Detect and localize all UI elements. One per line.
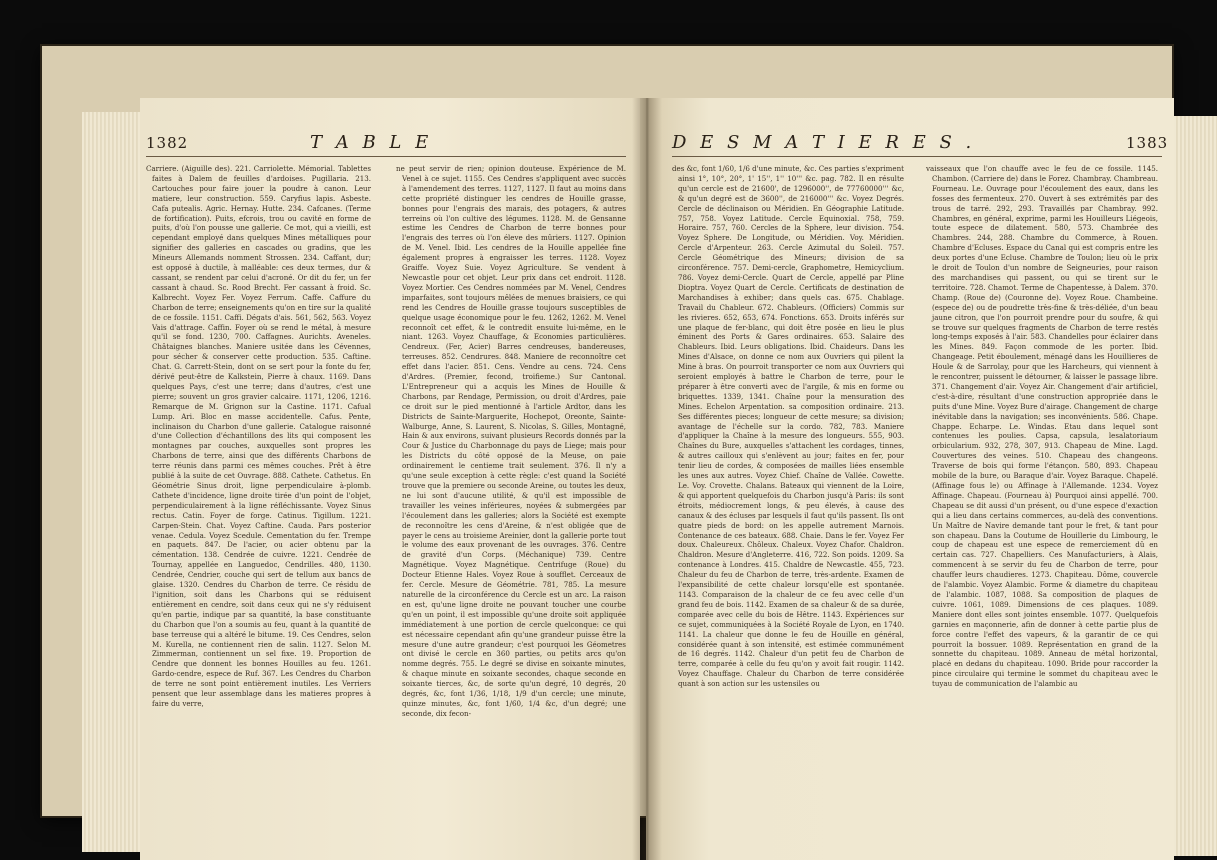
running-head-left: T A B L E <box>310 132 433 153</box>
index-text: vaisseaux que l'on chauffe avec le feu de ce fossile. 1145. Chambon. (Carriere de) dans le Forez. Chambray. Chambreau. Fourneau. Le. Ouvrage pour l'écoulement des eaux, dans les fosses des fermenteux. 270. Ouvert à ses extrémités par des trous de tarré. 292, 293. Travaillés par Chambray. 992. Chambres, en général, exprime, parmi les Houilleurs Liégeois, toute espece de dilatement. 580, 573. Chambrée des Chambres. 244, 288. Chambre du Commerce, à Rouen. Chambre d'Ecluses. Espace du Canal qui est compris entre les deux portes d'une Ecluse. Chambre de Toulon; lieu où le prix le droit de Toulon d'un nombre de Seigneuries, pour raison des marchandises qui passent, ou qui se tirent sur le territoire. 728. Chamot. Terme de Chapentesse, à Dalem. 370. Champ. (Roue de) (Couronne de). Voyez Roue. Chambeine. (espece de) ou de poudrette très-fine & très-déliée, d'un beau jaune citron, que l'on pourroit prendre pour du soufre, & qui se trouve sur quelques fragments de Charbon de terre restés long-temps exposés à l'air. 583. Chandelles pour éclairer dans les Mines. 849. Façon commode de les porter. Ibid. Changeage. Petit éboulement, ménagé dans les Houillieres de Houle & de Sarrolay, pour que les Harcheurs, qui viennent à le rencontrer, puissent le détourner, & laisser le passage libre. 371. Changement d'air. Voyez Air. Changement d'air artificiel, c'est-à-dire, résultant d'une construction appropriée dans le puits d'une Mine. Voyez Bure d'airage. Changement de charge inévitable dans la navigation; ses inconvénients. 586. Chape. Chappe. Echarpe. Le. Windas. Etau dans lequel sont contenues les poulies. Capsa, capsula, lesalatoriaum orbicularium. 932, 278, 307, 913. Chapeau de Mine. Lagd. Couvertures des veines. 510. Chapeau des changeons. Traverse de bois qui forme l'étançon. 580, 893. Chapeau mobile de la bure, ou Baraque d'air. Voyez Baraque. Chapelé. (Affinage fous le) ou Affinage à l'Allemande. 1234. Voyez Affinage. Chapeau. (Fourneau à) Pourquoi ainsi appellé. 700. Chapeau se dit aussi d'un présent, ou d'une espece d'exaction qui a lieu dans certains commerces, au-delà des conventions. Un Maître de Navire demande tant pour le fret, & tant pour son chapeau. Dans la Coutume de Houillerie du Limbourg, le coup de chapeau est une espece de remerciement dû en certain cas. 727. Chapelliers. Ces Manufacturiers, à Alais, commencent à se servir du feu de Charbon de terre, pour chauffer leurs chaudieres. 1273. Chapiteau. Dôme, couvercle de l'alambic. Voyez Alambic. Forme & diametre du chapiteau de l'alambic. 1087, 1088. Sa composition de plaques de cuivre. 1061, 1089. Dimensions de ces plaques. 1089. Maniere dont elles sont jointes ensemble. 1077. Quelquefois garnies en maçonnerie, afin de donner à cette partie plus de force contre l'effet des vapeurs, & la garantir de ce qui pourroit la bossuer. 1089. Représentation en grand de la sonnette du chapiteau. 1089. Anneau de métal horizontal, placé en dedans du chapiteau. 1090. Bride pour raccorder la pince circulaire qui termine le sommet du chapiteau avec le tuyau de communication de l'alambic au <box>926 164 1159 689</box>
book-gutter <box>632 98 662 860</box>
index-text: des &c, font 1/60, 1/6 d'une minute, &c. Ces parties s'expriment ainsi 1°, 10°, 20°, 1' 15'', 1'' 10''' &c. pag. 782. Il en résulte qu'un cercle est de 21600', de 1296000'', de 77760000''' &c, & qu'un degré est de 3600'', de 216000''' &c. Voyez Degrés. Cercle de déclinaison ou Méridien. En Géographie Latitude. 757, 758. Voyez Latitude. Cercle Equinoxial. 758, 759. Horaire. 757, 760. Cercles de la Sphere, leur division. 754. Voyez Sphere. De Longitude, ou Méridien. Voy. Méridien. Cercle d'Arpenteur. 263. Cercle Azimutal du Soleil. 757. Cercle Géométrique des Mineurs; division de sa circonférence. 757. Demi-cercle, Graphometre, Hemicyclium. 786. Voyez demi-Cercle. Quart de Cercle, appellé par Pline Dioptra. Voyez Quart de Cercle. Certificats de destination de Marchandises à exhiber; dans quels cas. 675. Chablage. Travail du Chableur. 672. Chableurs. (Officiers) Commis sur les rivieres. 652, 653, 674. Fonctions. 653. Droits inférés sur une plaque de fer-blanc, qui doit être posée en lieu le plus éminent des Ports & Gares ordinaires. 653. Salaire des Chableurs. Ibid. Leurs obligations. Ibid. Chaideurs. Dans les Mines d'Alsace, on donne ce nom aux Ouvriers qui pilent la Mine à bras. On pourroit transporter ce nom aux Ouvriers qui seroient employés à battre le Charbon de terre, pour le préparer à être converti avec de l'argile, & mis en forme ou briquettes. 1339, 1341. Chaîne pour la mensuration des Mines. Echelon Arpentation. sa composition ordinaire. 213. Ses différentes pieces; longueur de cette mesure; sa division; avantage de l'échelle sur la cordo. 782, 783. Maniere d'appliquer la Chaîne à la mesure des longueurs. 555, 903. Chaînes du Bure, auxquelles s'attachent les cordages, tinnes, & autres cailloux qui s'enlèvent au jour; faites en fer, pour tenir lieu de cordes, & composées de mailles liées ensemble les unes aux autres. Voyez Chief. Chaîne de Vallée. Cowette. Le. Voy. Crovette. Chalans. Bateaux qui viennent de la Loire, & qui apportent quelquefois du Charbon jusqu'à Paris: ils sont étroits, médiocrement longs, & peu élevés, à cause des canaux & des écluses par lesquels il faut qu'ils passent. Ils ont quatre pieds de bord: on les appelle autrement Marnois. Contenance de ces bateaux. 688. Chaie. Dans le fer. Voyez Fer doux. Chaleureux. Chôleux. Chaleux. Voyez Chafor. Chaldron. Chaldron. Mesure d'Angleterre. 416, 722. Son poids. 1209. Sa contenance à Londres. 415. Chaldre de Newcastle. 455, 723. Chaleur du feu de Charbon de terre, très-ardente. Examen de l'expansibilité de cette chaleur lorsqu'elle est spontanée. 1143. Comparaison de la chaleur de ce feu avec celle d'un grand feu de bois. 1142. Examen de sa chaleur & de sa durée, comparée avec celle du bois de Hêtre. 1143. Expériences sur ce sujet, communiquées à la Société Royale de Lyon, en 1740. 1141. La chaleur que donne le feu de Houille en général, considérée quant à son intensité, est estimée communément de 16 degrés. 1142. Chaleur d'un petit feu de Charbon de terre, comparée à celle du feu qu'on y avoit fait rougir. 1142. Voyez Chauffage. Chaleur du Charbon de terre considérée quant à son action sur les ustensiles ou <box>672 164 904 689</box>
right-page-column-1 <box>672 164 904 689</box>
right-page <box>646 98 1174 860</box>
page-number-right: 1383 <box>1126 134 1169 152</box>
index-text: Carriere. (Aiguille des). 221. Carriolette. Mémorial. Tablettes faites à Dalem de feuilles d'ardoises. Pugillaria. 213. Cartouches pour faire jouer la poudre à canon. Leur matiere, leur construction. 559. Caryfius lapis. Asbeste. Cafa putealis. Agric. Hernay. Hutte. 234. Cafcanes. (Terme de fortification). Puits, efcrois, trou ou cavité en forme de puits, d'où l'on pousse une gallerie. Ce mot, qui a vieilli, est cependant employé dans quelques Mines métalliques pour signifier des galleries en cascades ou gradins, que les Mineurs Allemands nomment Strossen. 234. Caffant, dur; est opposé à ductile, à malléable: ces deux termes, dur & cassant, se rendent par celui d'acroné. Or dit du fer, un fer cassant à chaud. Sc. Rood Brecht. Fer cassant à froid. Sc. Kalbrecht. Voyez Fer. Voyez Ferrum. Caffe. Caffure du Charbon de terre; enseignements qu'on en tire sur la qualité de ce fossile. 1151. Caffi. Dégats d'ais. 561, 562, 563. Voyez Vais d'attrage. Caffin. Foyer où se rend le métal, à mesure qu'il se fond. 1230, 700. Caffagnes. Aurichts. Aveneles. Châtaignes blanches. Maniere usitée dans les Cévennes, pour sécher & conserver cette production. 535. Caftine. Chat. G. Carrett-Stein, dont on se sert pour la fonte du fer, dérivé peut-être de Kalkstein, Pierre à chaux. 1169. Dans quelques Pays, c'est une terre; dans d'autres, c'est une pierre; souvent un gros gravier calcaire. 1171, 1206, 1216. Remarque de M. Grignon sur la Castine. 1171. Cafual Lump. Ari. Bloc en masse accidentelle. Cafus. Pente, inclinaison du Charbon d'une gallerie. Catalogue raisonné d'une Collection d'échantillons des lits qui composent les montagnes par couches, auxquelles sont propres les Charbons de terre, ainsi que des différents Charbons de terre réunis dans parmi ces mêmes couches. Prêt à être publié à la suite de cet Ouvrage. 888. Cathete. Cathetus. En Géométrie Sinus droit, ligne perpendiculaire à-plomb. Cathete d'incidence, ligne droite tirée d'un point de l'objet, perpendiculairement à la ligne réfléchissante. Voyez Sinus rectus. Catin. Foyer de forge. Catinus. Tigillum. 1221. Carpen-Stein. Chat. Voyez Caftine. Cauda. Pars posterior venae. Cedula. Voyez Scedule. Cementation du fer. Trempe en paquets. 847. De l'acier, ou acier obtenu par la cémentation. 138. Cendrée de cuivre. 1221. Cendrée de Tournay, appellée en Languedoc, Cendrilles. 480, 1130. Cendrée, Cendrier, couche qui sert de tellum aux bancs de glaise. 1320. Cendres du Charbon de terre. Ce résidu de l'ignition, soit dans les Charbons qui se réduisent entièrement en cendre, soit dans ceux qui ne s'y réduisent qu'en partie, indique par sa quantité, la base constituante du Charbon que l'on a soumis au feu, quant à la quantité de base terreuse qui a altéré le bitume. 19. Ces Cendres, selon M. Kurella, ne contiennent rien de salin. 1127. Selon M. Zimmerman, contiennent un sel fixe. 19. Proportion de Cendre que donnent les bonnes Houilles au feu. 1261. Gardo-cendre, espece de Ruf. 367. Les Cendres du Charbon de terre ne sont point entièrement inutiles. Les Verriers pensent que leur assemblage dans les matieres propres à faire du verre, <box>146 164 372 708</box>
right-page-edges <box>1170 116 1217 856</box>
page-number-left: 1382 <box>146 134 189 152</box>
left-page-column-2 <box>396 164 626 719</box>
right-page-column-2 <box>926 164 1158 689</box>
left-page <box>140 98 640 860</box>
running-head-right: D E S M A T I E R E S . <box>672 132 976 153</box>
left-page-column-1 <box>146 164 371 709</box>
header-rule-left <box>146 156 626 157</box>
header-rule-right <box>672 156 1162 157</box>
left-page-edges <box>82 112 144 852</box>
open-book <box>42 46 1172 816</box>
index-text: ne peut servir de rien; opinion douteuse. Expérience de M. Venel à ce sujet. 1155. Ces Cendres s'appliquent avec succès à l'amendement des terres. 1127, 1127. Il faut au moins dans cette propriété distinguer les cendres de Houille grasse, bonnes pour l'engrais des marais, des potagers, & autres terreins où l'on cultive des légumes. 1128. M. de Gensanne estime les Cendres de Charbon de terre bonnes pour l'engrais des terres où l'on éleve des mûriers. 1127. Opinion de M. Venel. Ibid. Les cendres de la Houille appellée fine également propres à engraisser les terres. 1128. Voyez Graiffe. Voyez Suie. Voyez Agriculture. Se vendent à Newcastle pour cet objet. Leur prix dans cet endroit. 1128. Voyez Mortier. Ces Cendres nommées par M. Venel, Cendres imparfaites, sont toujours mêlées de menues braisiers, ce qui rend les Cendres de Houille grasse toujours susceptibles de quelque usage économique pour le feu. 1262, 1262. M. Venel reconnoît cet effet, & le contredit ensuite lui-même, en le niant. 1263. Voyez Chauffage, & Economies particulières. Cendreux. (Fer, Acier) Barres cendreuses, bandereuses, terreuses. 852. Cendrures. 848. Maniere de reconnoître cet effet dans l'acier. 851. Cens. Vendre au cens. 724. Cens d'Ardres. (Premier, fecond, troifieme.) Sur Cantonal. L'Entrepreneur qui a acquis les Mines de Houille & Charbons, par Rendage, Permission, ou droit d'Ardres, paie ce droit sur le pied mentionné à l'article Ardtor, dans les Districts de Sainte-Marguerite, Hochepot, Oreonte, Sainte-Walburge, Anne, S. Laurent, S. Nicolas, S. Gilles, Montagné, Hain & aux environs, suivant plusieurs Records donnés par la Cour & Justice du Charbonnage du pays de Liege; mais pour les Districts du côté opposé de la Meuse, on paie ordinairement le centieme trait seulement. 376. Il n'y a qu'une seule exception à cette règle: c'est quand la Société trouve que la premiere ou seconde Areine, ou toutes les deux, ne lui sont d'aucune utilité, & qu'il est impossible de travailler les veines inférieures, noyées & submergées par l'écoulement dans les galleries; alors la Société est exempte de reconnoître les cens d'Areine, & n'est obligée que de payer le cens au troisieme Areinier, dont la gallerie porte tout le volume des eaux provenant de les ouvrages. 376. Centre de gravité d'un Corps. (Méchanique) 739. Centre Magnétique. Voyez Magnétique. Centrifuge (Roue) du Docteur Etienne Hales. Voyez Roue à soufflet. Cerceaux de fer. Cercle. Mesure de Géométrie. 781, 785. La mesure naturelle de la circonférence du Cercle est un arc. La raison en est, qu'une ligne droite ne pouvant toucher une courbe qu'en un point, il est impossible qu'une droite soit appliquée immédiatement à une portion de cercle quelconque: ce qui est nécessaire cependant afin qu'une grandeur puisse être la mesure d'une autre grandeur; c'est pourquoi les Géometres ont divisé le cercle en 360 parties, ou petits arcs qu'on nomme degrés. 755. Le degré se divise en soixante minutes, & chaque minute en soixante secondes, chaque seconde en soixante tierces, &c, de sorte qu'un degré, 10 degrés, 20 degrés, &c, font 1/36, 1/18, 1/9 d'un cercle; une minute, quinze minutes, &c, font 1/60, 1/4 &c, d'un degré; une seconde, dix fecon- <box>396 164 626 718</box>
